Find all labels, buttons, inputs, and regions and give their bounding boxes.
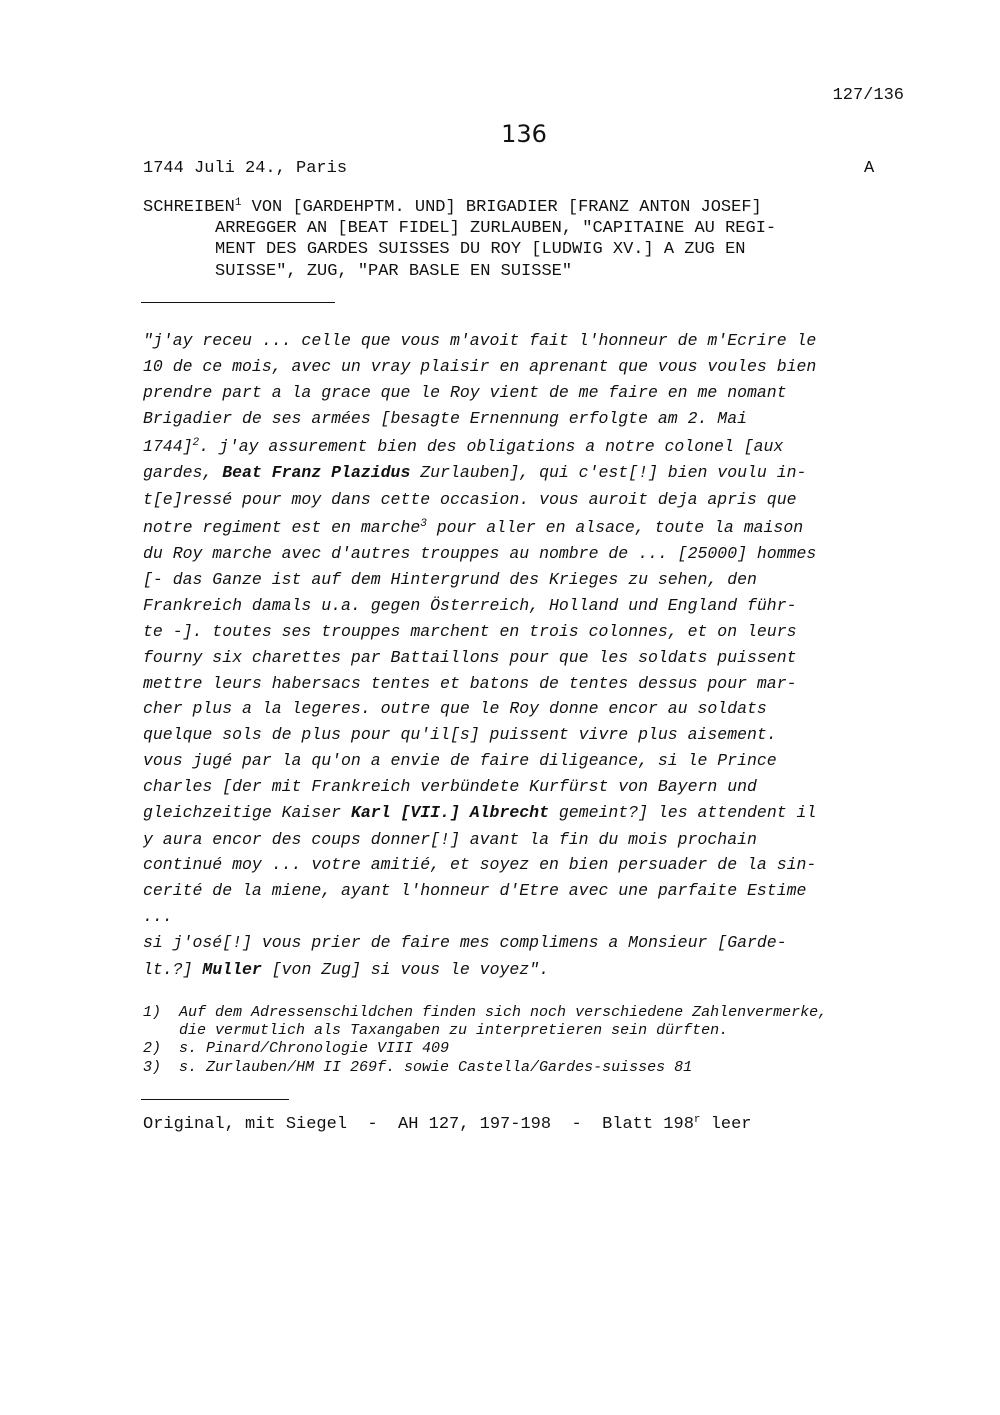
body-text: lt.?] bbox=[143, 960, 203, 979]
body-line: mettre leurs habersacs tentes et batons de tentes dessus pour mar- bbox=[143, 674, 797, 693]
body-line: [- das Ganze ist auf dem Hintergrund des Krieges zu sehen, den bbox=[143, 570, 757, 589]
body-line: si j'osé[!] vous prier de faire mes complimens a Monsieur [Garde- bbox=[143, 933, 787, 952]
document-number: 136 bbox=[501, 120, 547, 148]
heading-line-2: ARREGGER AN [BEAT FIDEL] ZURLAUBEN, "CAPITAINE AU REGI- bbox=[215, 219, 777, 238]
date-place: 1744 Juli 24., Paris bbox=[143, 159, 348, 178]
body-line bbox=[143, 437, 783, 456]
body-line: cher plus a la legeres. outre que le Roy donne encor au soldats bbox=[143, 699, 767, 718]
body-text: 1744] bbox=[143, 437, 193, 456]
body-line: Frankreich damals u.a. gegen Österreich, Holland und England führ- bbox=[143, 596, 797, 615]
source-text: leer bbox=[700, 1115, 752, 1134]
heading-line-1 bbox=[143, 198, 762, 217]
document-type-letter: A bbox=[864, 159, 875, 178]
footnote-text: s. Pinard/Chronologie VIII 409 bbox=[179, 1040, 450, 1057]
footnote bbox=[143, 1040, 449, 1057]
body-line: prendre part a la grace que le Roy vient de me faire en me nomant bbox=[143, 383, 787, 402]
body-text: Zurlauben], qui c'est[!] bien voulu in- bbox=[410, 463, 807, 482]
heading-divider bbox=[141, 302, 335, 303]
body-line: y aura encor des coups donner[!] avant la fin du mois prochain bbox=[143, 830, 757, 849]
body-line: te -]. toutes ses trouppes marchent en trois colonnes, et on leurs bbox=[143, 622, 797, 641]
footnote bbox=[143, 1004, 827, 1021]
source-note bbox=[143, 1115, 752, 1134]
body-line bbox=[143, 463, 806, 482]
recto-mark: r bbox=[693, 1114, 701, 1126]
footnote bbox=[143, 1059, 692, 1076]
footnote-ref: 1 bbox=[234, 197, 242, 209]
heading-text: SCHREIBEN bbox=[143, 198, 235, 217]
body-line bbox=[143, 518, 803, 537]
heading-line-4: SUISSE", ZUG, "PAR BASLE EN SUISSE" bbox=[215, 262, 573, 281]
footnote-ref: 2 bbox=[192, 437, 200, 449]
source-divider bbox=[141, 1099, 289, 1100]
person-name: Karl [VII.] Albrecht bbox=[350, 803, 549, 822]
body-line: cerité de la miene, ayant l'honneur d'Etre avec une parfaite Estime bbox=[143, 881, 807, 900]
body-line: charles [der mit Frankreich verbündete Kurfürst von Bayern und bbox=[143, 777, 757, 796]
person-name: Beat Franz Plazidus bbox=[222, 463, 411, 482]
footnote-number: 3) bbox=[143, 1059, 162, 1076]
footnote-number: 2) bbox=[143, 1040, 162, 1057]
body-text: gemeint?] les attendent il bbox=[548, 803, 817, 822]
footnote-number: 1) bbox=[143, 1004, 162, 1021]
body-line bbox=[143, 960, 549, 979]
body-line: ... bbox=[143, 907, 173, 926]
body-line: fourny six charettes par Battaillons pour que les soldats puissent bbox=[143, 648, 797, 667]
body-line: Brigadier de ses armées [besagte Ernennung erfolgte am 2. Mai bbox=[143, 409, 747, 428]
body-line: "j'ay receu ... celle que vous m'avoit fait l'honneur de m'Ecrire le bbox=[143, 331, 817, 350]
body-line: vous jugé par la qu'on a envie de faire diligeance, si le Prince bbox=[143, 751, 777, 770]
footnote-continuation: die vermutlich als Taxangaben zu interpretieren sein dürften. bbox=[179, 1022, 729, 1039]
body-text: pour aller en alsace, toute la maison bbox=[426, 518, 804, 537]
heading-line-3: MENT DES GARDES SUISSES DU ROY [LUDWIG XV.] A ZUG EN bbox=[215, 240, 746, 259]
body-line bbox=[143, 803, 816, 822]
body-text: gleichzeitige Kaiser bbox=[143, 803, 351, 822]
body-line: du Roy marche avec d'autres trouppes au nombre de ... [25000] hommes bbox=[143, 544, 817, 563]
footnote-ref: 3 bbox=[420, 518, 427, 530]
footnote-text: s. Zurlauben/HM II 269f. sowie Castella/Gardes-suisses 81 bbox=[179, 1059, 693, 1076]
heading-text: VON [GARDEHPTM. UND] BRIGADIER [FRANZ ANTON JOSEF] bbox=[241, 198, 762, 217]
page-reference: 127/136 bbox=[832, 86, 904, 105]
body-line: 10 de ce mois, avec un vray plaisir en aprenant que vous voules bien bbox=[143, 357, 817, 376]
body-line: quelque sols de plus pour qu'il[s] puissent vivre plus aisement. bbox=[143, 725, 777, 744]
body-line: t[e]ressé pour moy dans cette occasion. vous auroit deja apris que bbox=[143, 490, 797, 509]
body-text: notre regiment est en marche bbox=[143, 518, 421, 537]
source-text: Original, mit Siegel - AH 127, 197-198 - Blatt 198 bbox=[143, 1115, 694, 1134]
body-text: [von Zug] si vous le voyez". bbox=[261, 960, 549, 979]
footnote-text: Auf dem Adressenschildchen finden sich noch verschiedene Zahlenvermerke, bbox=[179, 1004, 828, 1021]
body-text: gardes, bbox=[143, 463, 223, 482]
body-text: . j'ay assurement bien des obligations a notre colonel [aux bbox=[199, 437, 784, 456]
person-name: Muller bbox=[202, 960, 262, 979]
body-line: continué moy ... votre amitié, et soyez en bien persuader de la sin- bbox=[143, 855, 817, 874]
